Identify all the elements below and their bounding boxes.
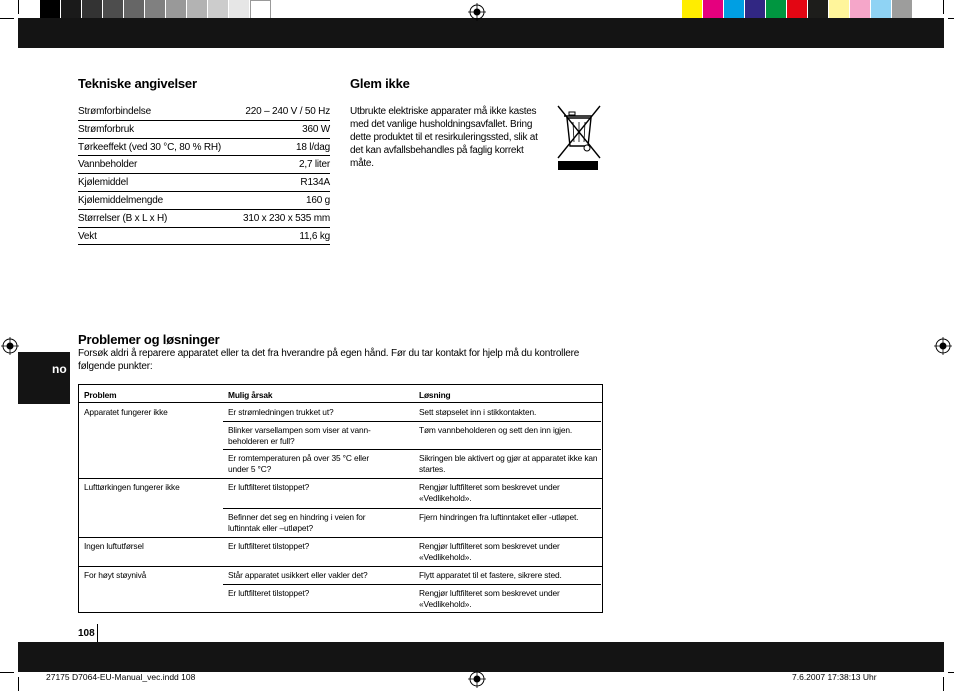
tech-specs-table [78, 103, 330, 245]
registration-mark-icon [468, 3, 486, 21]
group-divider [79, 478, 602, 479]
solution-cell: Rengjør luftfilteret som beskrevet under «Vedlikehold». [419, 588, 560, 609]
spec-value: 18 l/dag [296, 141, 330, 153]
footer-band [18, 642, 944, 672]
spec-label: Kjølemiddel [78, 177, 129, 189]
cause-cell: Er luftfilteret tilstoppet? [228, 482, 310, 492]
footer-timestamp: 7.6.2007 17:38:13 Uhr [792, 672, 877, 682]
table-header-row [79, 385, 602, 403]
spec-row [78, 103, 330, 121]
problem-cell: Ingen luftutførsel [84, 541, 144, 551]
crop-mark [948, 18, 954, 19]
spec-row [78, 210, 330, 228]
glem-ikke-title: Glem ikke [350, 76, 410, 91]
spec-label: Strømforbruk [78, 123, 134, 135]
cause-cell: Befinner det seg en hindring i veien for luftinntak eller –utløpet? [228, 512, 366, 533]
spec-row [78, 228, 330, 246]
cause-cell: Blinker varsellampen som viser at vannbeholderen er full? [228, 425, 371, 446]
spec-label: Vekt [78, 230, 97, 242]
cause-cell: Står apparatet usikkert eller vakler det? [228, 570, 368, 580]
cause-cell: Er luftfilteret tilstoppet? [228, 541, 310, 551]
crop-mark [0, 18, 14, 19]
spec-row [78, 156, 330, 174]
language-tab: no [18, 352, 70, 404]
registration-mark-icon [468, 670, 486, 688]
troubleshooting-table [78, 384, 603, 613]
spec-label: Tørkeeffekt (ved 30 °C, 80 % RH) [78, 141, 222, 153]
registration-mark-icon [934, 337, 952, 355]
crop-mark [943, 677, 944, 691]
solution-cell: Sikringen ble aktivert og gjør at apparatet ikke kan startes. [419, 453, 598, 474]
row-divider [223, 508, 601, 509]
spec-label: Størrelser (B x L x H) [78, 212, 168, 224]
footer-file-info: 27175 D7064-EU-Manual_vec.indd 108 [46, 672, 196, 682]
header-cause: Mulig årsak [228, 390, 273, 400]
row-divider [223, 584, 601, 585]
spec-value: 360 W [302, 123, 330, 135]
spec-label: Strømforbindelse [78, 106, 151, 117]
header-problem: Problem [84, 390, 117, 400]
spec-row [78, 174, 330, 192]
page-number: 108 [78, 624, 98, 642]
spec-row [78, 139, 330, 157]
spec-row [78, 121, 330, 139]
problem-cell: Apparatet fungerer ikke [84, 407, 168, 417]
spec-value: 220 – 240 V / 50 Hz [245, 106, 330, 117]
spec-value: 310 x 230 x 535 mm [242, 212, 330, 224]
crop-mark [948, 672, 954, 673]
cause-cell: Er strømledningen trukket ut? [228, 407, 334, 417]
row-divider [223, 421, 601, 422]
spec-value: 160 g [305, 194, 330, 206]
header-solution: Løsning [419, 390, 451, 400]
row-divider [223, 449, 601, 450]
problems-intro: Forsøk aldri å reparere apparatet eller ta det fra hverandre på egen hånd. Før du tar kontakt for hjelp må du kontrollere følgende punkter: [78, 348, 580, 372]
disposal-text: Utbrukte elektriske apparater må ikke kastes med det vanlige husholdningsavfallet. Bring dette produktet til et resirkuleringssted, slik at det kan avfallsbehandles på faglig korrekt måte. [350, 106, 538, 169]
crop-mark [18, 0, 19, 14]
group-divider [79, 537, 602, 538]
registration-mark-icon [1, 337, 19, 355]
header-band [18, 18, 944, 48]
spec-label: Kjølemiddelmengde [78, 194, 163, 206]
solution-cell: Fjern hindringen fra luftinntaket eller -utløpet. [419, 512, 579, 522]
solution-cell: Sett støpselet inn i stikkontakten. [419, 407, 537, 417]
problem-cell: Lufttørkingen fungerer ikke [84, 482, 180, 492]
solution-cell: Tøm vannbeholderen og sett den inn igjen. [419, 425, 573, 435]
spec-label: Vannbeholder [78, 159, 138, 171]
crossed-out-wheelie-bin-icon [556, 104, 602, 172]
cause-cell: Er luftfilteret tilstoppet? [228, 588, 310, 598]
tech-specs-title: Tekniske angivelser [78, 76, 197, 91]
spec-value: R134A [300, 177, 330, 189]
solution-cell: Flytt apparatet til et fastere, sikrere sted. [419, 570, 562, 580]
solution-cell: Rengjør luftfilteret som beskrevet under «Vedlikehold». [419, 541, 560, 562]
group-divider [79, 566, 602, 567]
crop-mark [0, 672, 14, 673]
solution-cell: Rengjør luftfilteret som beskrevet under «Vedlikehold». [419, 482, 560, 503]
cause-cell: Er romtemperaturen på over 35 °C eller under 5 °C? [228, 453, 370, 474]
crop-mark [18, 677, 19, 691]
problem-cell: For høyt støynivå [84, 570, 147, 580]
spec-value: 11,6 kg [299, 230, 330, 242]
problems-title: Problemer og løsninger [78, 332, 220, 347]
spec-value: 2,7 liter [299, 159, 330, 171]
spec-row [78, 192, 330, 210]
crop-mark [943, 0, 944, 14]
